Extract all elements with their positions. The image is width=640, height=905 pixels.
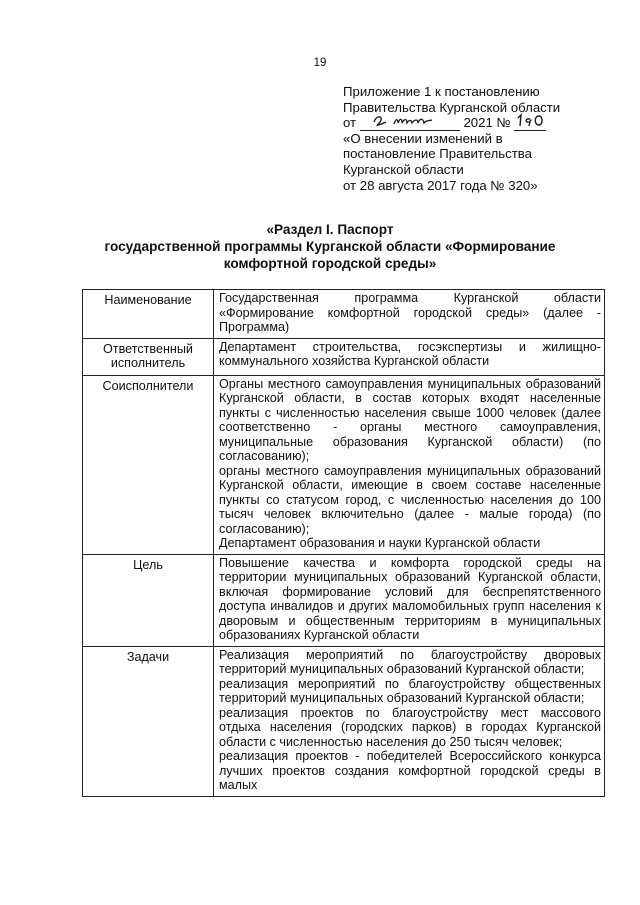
appendix-line-5: постановление Правительства (343, 146, 532, 162)
handwritten-date (360, 116, 460, 131)
row-paragraph: Реализация мероприятий по благоустройству дворовых территорий муниципальных образований Курганской области; (219, 647, 601, 676)
row-paragraph: Государственная программа Курганской области «Формирование комфортной городской среды» (далее - Программа) (219, 291, 601, 334)
appendix-line-1: Приложение 1 к постановлению (343, 84, 540, 99)
table-row (83, 338, 605, 375)
row-label: Ответственный исполнитель (83, 338, 214, 375)
appendix-date-line (343, 115, 613, 131)
row-value (214, 338, 605, 375)
row-label: Наименование (83, 290, 214, 339)
date-prefix: от (343, 115, 357, 131)
appendix-line-2: Правительства Курганской области (343, 99, 561, 115)
row-label: Цель (83, 554, 214, 646)
section-title-line-3: комфортной городской среды» (223, 256, 437, 271)
row-paragraph: Органы местного самоуправления муниципальных образований Курганской области, в состав которых входят населенные пункты с численностью населения свыше 1000 человек (далее соответственно - органы местного самоуправления, муниципальные образования Курганской области) (по согласованию); (219, 376, 601, 463)
row-value (214, 375, 605, 554)
appendix-header (343, 84, 613, 193)
section-title-line-1: «Раздел I. Паспорт (266, 222, 394, 237)
row-paragraph: органы местного самоуправления муниципальных образований Курганской области, имеющие в своем составе населенные пункты со статусом город, с численностью населения до 100 тысяч человек включительно (далее - малые города) (по согласованию); (219, 463, 601, 536)
section-title-line-2: государственной программы Курганской области «Формирование (104, 239, 556, 254)
row-value (214, 554, 605, 646)
row-paragraph: реализация проектов - победителей Всероссийского конкурса лучших проектов создания комфортной городской среды в малых (219, 749, 601, 792)
handwritten-number-signature (514, 110, 546, 130)
row-paragraph: Департамент образования и науки Курганской области (219, 536, 541, 550)
passport-table-body (83, 290, 605, 797)
table-row (83, 554, 605, 646)
table-row (83, 646, 605, 796)
appendix-line-6: Курганской области (343, 161, 464, 177)
row-paragraph: реализация проектов по благоустройству мест массового отдыха населения (городских парков) в городах Курганской области с численностью населения до 250 тысяч человек; (219, 705, 601, 749)
page-number: 19 (313, 57, 327, 69)
row-paragraph: реализация мероприятий по благоустройству общественных территорий муниципальных образований Курганской области; (219, 676, 601, 705)
row-paragraph: Повышение качества и комфорта городской среды на территории муниципальных образований Курганской области, включая формирование условий для беспрепятственного доступа инвалидов и других маломобильных групп населения к дворовым и общественным территориям в муниципальных образованиях Курганской области (219, 555, 601, 642)
table-row (83, 375, 605, 554)
row-label: Задачи (83, 646, 214, 796)
row-paragraph: Департамент строительства, госэкспертизы и жилищно-коммунального хозяйства Курганской области (219, 339, 601, 368)
handwritten-number (514, 116, 546, 131)
row-value (214, 646, 605, 796)
date-year: 2021 № (463, 115, 511, 131)
row-label: Соисполнители (83, 375, 214, 554)
table-row (83, 290, 605, 339)
passport-table (82, 289, 605, 797)
section-title (60, 221, 600, 272)
handwritten-date-signature (360, 110, 460, 130)
appendix-line-7: от 28 августа 2017 года № 320» (343, 177, 538, 193)
appendix-line-4: «О внесении изменений в (343, 130, 503, 146)
row-value (214, 290, 605, 339)
